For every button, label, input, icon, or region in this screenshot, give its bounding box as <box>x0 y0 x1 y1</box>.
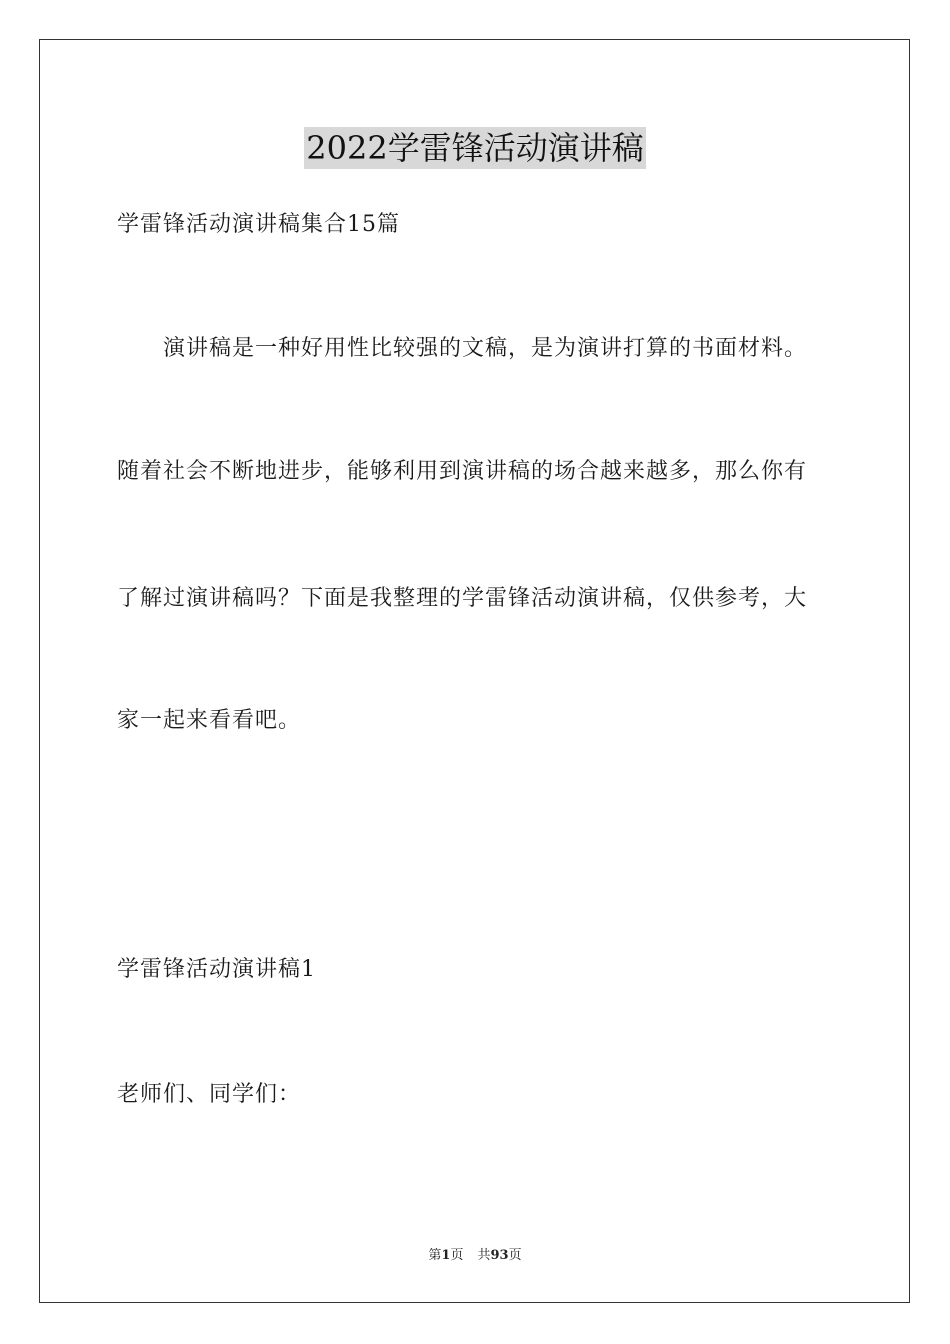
intro-paragraph-line: 家一起来看看吧。 <box>117 708 302 733</box>
document-title: 2022学雷锋活动演讲稿 <box>306 129 644 167</box>
page-suffix: 页 <box>450 1248 464 1263</box>
page-number: 1 <box>441 1248 451 1263</box>
total-suffix: 页 <box>508 1248 522 1263</box>
intro-paragraph-line: 随着社会不断地进步，能够利用到演讲稿的场合越来越多，那么你有 <box>117 459 808 484</box>
document-subtitle: 学雷锋活动演讲稿集合15篇 <box>117 212 400 237</box>
intro-paragraph-line: 了解过演讲稿吗？下面是我整理的学雷锋活动演讲稿，仅供参考，大 <box>117 586 808 611</box>
section-heading: 学雷锋活动演讲稿1 <box>117 957 316 982</box>
salutation: 老师们、同学们： <box>117 1082 302 1107</box>
total-pages: 93 <box>490 1248 509 1263</box>
total-prefix: 共 <box>477 1248 491 1263</box>
page-footer <box>0 1247 950 1265</box>
page-prefix: 第 <box>428 1248 442 1263</box>
intro-paragraph-line: 演讲稿是一种好用性比较强的文稿，是为演讲打算的书面材料。 <box>163 336 808 361</box>
title-container <box>0 127 950 169</box>
